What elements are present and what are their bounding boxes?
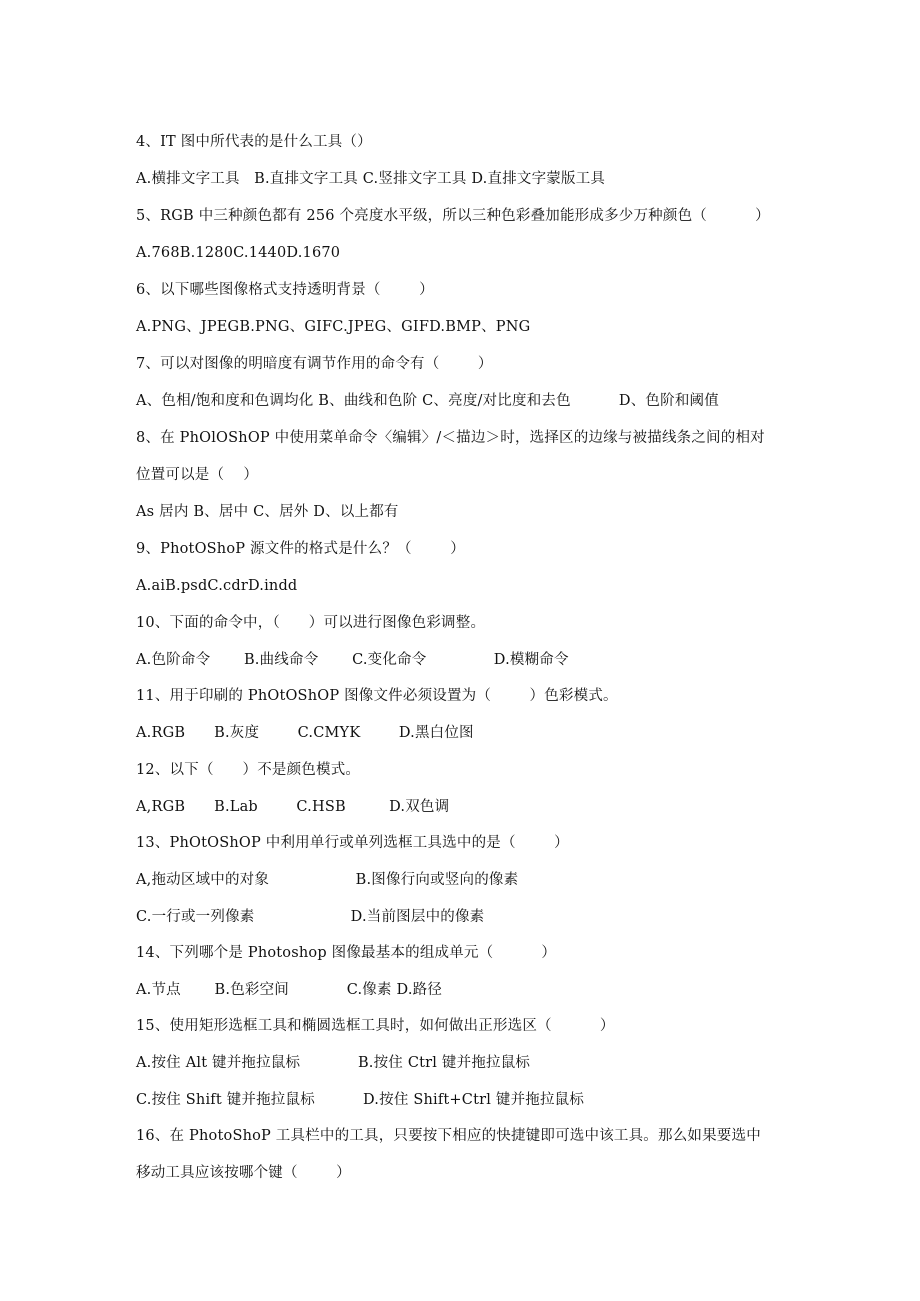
question-15: 15、使用矩形选框工具和椭圆选框工具时，如何做出正形选区（ ） bbox=[136, 1018, 615, 1034]
question-10: 10、下面的命令中，（ ）可以进行图像色彩调整。 bbox=[136, 615, 486, 631]
question-8-continued: 位置可以是（ ） bbox=[136, 467, 259, 483]
question-16-continued: 移动工具应该按哪个键（ ） bbox=[136, 1165, 351, 1181]
question-15-options-cd: C.按住 Shift 键并拖拉鼠标 D.按住 Shift+Ctrl 键并拖拉鼠标 bbox=[136, 1092, 585, 1108]
question-4-options: A.横排文字工具 B.直排文字工具 C.竖排文字工具 D.直排文字蒙版工具 bbox=[136, 171, 606, 187]
question-15-options-ab: A.按住 Alt 键并拖拉鼠标 B.按住 Ctrl 键并拖拉鼠标 bbox=[136, 1055, 531, 1071]
question-12: 12、以下（ ）不是颜色模式。 bbox=[136, 762, 361, 778]
question-7: 7、可以对图像的明暗度有调节作用的命令有（ ） bbox=[136, 356, 493, 372]
question-6-options: A.PNG、JPEGB.PNG、GIFC.JPEG、GIFD.BMP、PNG bbox=[136, 319, 531, 335]
question-14: 14、下列哪个是 Photoshop 图像最基本的组成单元（ ） bbox=[136, 945, 557, 961]
question-10-options: A.色阶命令 B.曲线命令 C.变化命令 D.模糊命令 bbox=[136, 652, 569, 668]
question-4: 4、IT 图中所代表的是什么工具（） bbox=[136, 134, 372, 150]
question-8-options: As 居内 B、居中 C、居外 D、以上都有 bbox=[136, 504, 399, 520]
question-13-options-cd: C.一行或一列像素 D.当前图层中的像素 bbox=[136, 909, 485, 925]
question-12-options: A,RGB B.Lab C.HSB D.双色调 bbox=[136, 799, 450, 815]
question-5: 5、RGB 中三种颜色都有 256 个亮度水平级，所以三种色彩叠加能形成多少万种颜色（ ） bbox=[136, 208, 770, 224]
question-13-options-ab: A,拖动区域中的对象 B.图像行向或竖向的像素 bbox=[136, 872, 519, 888]
question-5-options: A.768B.1280C.1440D.1670 bbox=[136, 245, 341, 261]
question-11: 11、用于印刷的 PhOtOShOP 图像文件必须设置为（ ）色彩模式。 bbox=[136, 688, 618, 704]
question-13: 13、PhOtOShOP 中利用单行或单列选框工具选中的是（ ） bbox=[136, 835, 569, 851]
question-14-options: A.节点 B.色彩空间 C.像素 D.路径 bbox=[136, 982, 443, 998]
question-9: 9、PhotOShoP 源文件的格式是什么？（ ） bbox=[136, 541, 465, 557]
question-9-options: A.aiB.psdC.cdrD.indd bbox=[136, 578, 298, 594]
question-16: 16、在 PhotoShoP 工具栏中的工具，只要按下相应的快捷键即可选中该工具。那么如果要选中 bbox=[136, 1128, 761, 1144]
question-7-options: A、色相/饱和度和色调均化 B、曲线和色阶 C、亮度/对比度和去色 D、色阶和阈值 bbox=[136, 393, 719, 409]
question-6: 6、以下哪些图像格式支持透明背景（ ） bbox=[136, 282, 434, 298]
question-11-options: A.RGB B.灰度 C.CMYK D.黑白位图 bbox=[136, 725, 474, 741]
question-8: 8、在 PhOlOShOP 中使用菜单命令〈编辑〉/＜描边＞时，选择区的边缘与被描线条之间的相对 bbox=[136, 430, 765, 446]
